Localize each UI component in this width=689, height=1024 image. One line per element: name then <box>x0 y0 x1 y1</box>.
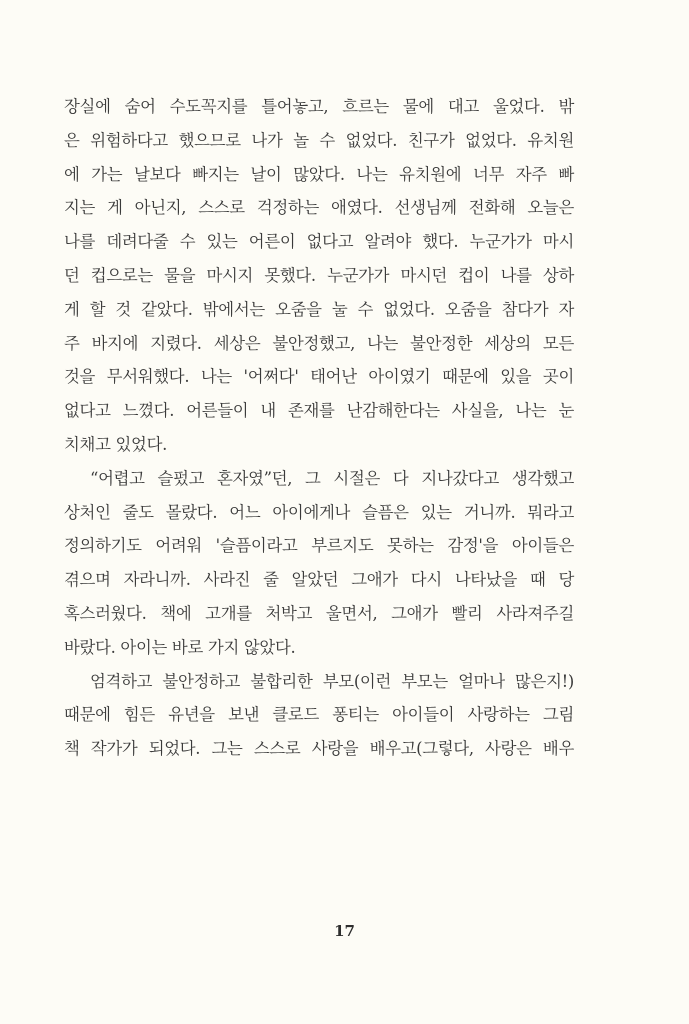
text-line: 엄격하고 불안정하고 불합리한 부모(이런 부모는 얼마나 많은지!) <box>90 671 574 691</box>
text-line: 바랐다. 아이는 바로 가지 않았다. <box>64 637 296 657</box>
text-line: 혹스러웠다. 책에 고개를 처박고 울면서, 그애가 빨리 사라져주길 <box>64 603 574 623</box>
page-number: 17 <box>334 922 355 940</box>
text-line: 은 위험하다고 했으므로 나가 놀 수 없었다. 친구가 없었다. 유치원 <box>64 130 574 150</box>
text-line: 상처인 줄도 몰랐다. 어느 아이에게나 슬픔은 있는 거니까. 뭐라고 <box>64 502 574 522</box>
text-line: 게 할 것 같았다. 밖에서는 오줌을 눌 수 없었다. 오줌을 참다가 자 <box>64 299 574 319</box>
text-line: 에 가는 날보다 빠지는 날이 많았다. 나는 유치원에 너무 자주 빠 <box>64 164 574 184</box>
text-line: 장실에 숨어 수도꼭지를 틀어놓고, 흐르는 물에 대고 울었다. 밖 <box>64 97 574 116</box>
text-line: 주 바지에 지렸다. 세상은 불안정했고, 나는 불안정한 세상의 모든 <box>64 333 574 353</box>
text-line: 책 작가가 되었다. 그는 스스로 사랑을 배우고(그렇다, 사랑은 배우 <box>64 739 574 759</box>
text-line: 정의하기도 어려워 '슬픔이라고 부르지도 못하는 감정'을 아이들은 <box>64 536 574 556</box>
text-line: 때문에 힘든 유년을 보낸 클로드 퐁티는 아이들이 사랑하는 그림 <box>64 705 574 725</box>
text-line: 던 컵으로는 물을 마시지 못했다. 누군가가 마시던 컵이 나를 상하 <box>64 265 574 285</box>
text-line: 나를 데려다줄 수 있는 어른이 없다고 알려야 했다. 누군가가 마시 <box>64 232 574 252</box>
text-line: 지는 게 아닌지, 스스로 걱정하는 애였다. 선생님께 전화해 오늘은 <box>64 198 574 218</box>
body-text <box>64 90 574 766</box>
text-line: 것을 무서워했다. 나는 '어쩌다' 태어난 아이였기 때문에 있을 곳이 <box>64 367 574 387</box>
text-line: 겪으며 자라니까. 사라진 줄 알았던 그애가 다시 나타났을 때 당 <box>64 570 574 590</box>
text-line: 치채고 있었다. <box>64 434 168 454</box>
text-line: 없다고 느꼈다. 어른들이 내 존재를 난감해한다는 사실을, 나는 눈 <box>64 401 574 421</box>
text-line: “어렵고 슬펐고 혼자였”던, 그 시절은 다 지나갔다고 생각했고 <box>90 468 574 488</box>
